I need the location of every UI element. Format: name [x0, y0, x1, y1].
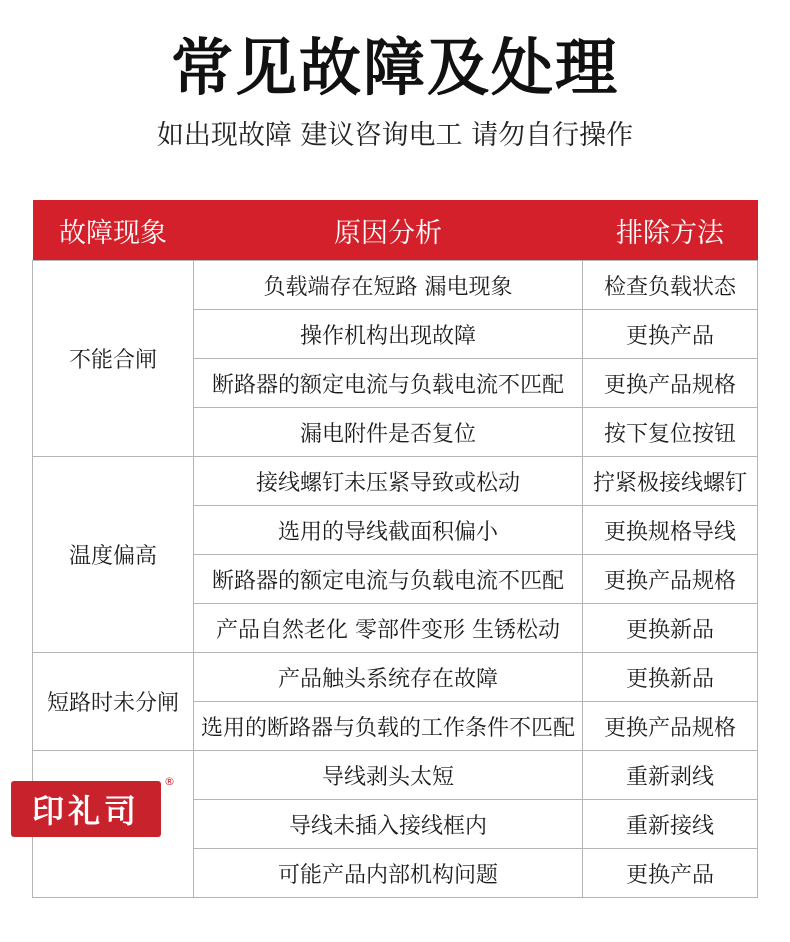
- table-row: [33, 751, 758, 800]
- fix-cell: 更换产品规格: [583, 702, 758, 751]
- registered-mark: ®: [164, 775, 175, 788]
- cause-cell: 导线未插入接线框内: [194, 800, 583, 849]
- symptom-cell: 不能合闸: [33, 261, 194, 457]
- cause-cell: 产品触头系统存在故障: [194, 653, 583, 702]
- symptom-cell: [33, 751, 194, 898]
- cause-cell: 产品自然老化 零部件变形 生锈松动: [194, 604, 583, 653]
- brand-seal-text: 印礼司: [31, 792, 140, 830]
- cause-cell: 接线螺钉未压紧导致或松动: [194, 457, 583, 506]
- fix-cell: 更换产品规格: [583, 555, 758, 604]
- fix-cell: 按下复位按钮: [583, 408, 758, 457]
- page-subtitle: 如出现故障 建议咨询电工 请勿自行操作: [156, 120, 634, 151]
- cause-cell: 漏电附件是否复位: [194, 408, 583, 457]
- cause-cell: 断路器的额定电流与负载电流不匹配: [194, 359, 583, 408]
- table-row: [33, 653, 758, 702]
- symptom-cell: 短路时未分闸: [33, 653, 194, 751]
- fix-cell: 拧紧极接线螺钉: [583, 457, 758, 506]
- brand-seal-logo: [11, 775, 175, 837]
- fix-cell: 更换新品: [583, 653, 758, 702]
- table-row: [33, 457, 758, 506]
- cause-cell: 负载端存在短路 漏电现象: [194, 261, 583, 310]
- cause-cell: 断路器的额定电流与负载电流不匹配: [194, 555, 583, 604]
- symptom-cell: 温度偏高: [33, 457, 194, 653]
- fix-cell: 更换产品: [583, 310, 758, 359]
- page-title: 常见故障及处理: [170, 31, 619, 104]
- fix-cell: 更换产品: [583, 849, 758, 898]
- cause-cell: 操作机构出现故障: [194, 310, 583, 359]
- fix-cell: 重新接线: [583, 800, 758, 849]
- fix-cell: 更换规格导线: [583, 506, 758, 555]
- header-cause: 原因分析: [194, 200, 583, 261]
- cause-cell: 导线剥头太短: [194, 751, 583, 800]
- fix-cell: 更换新品: [583, 604, 758, 653]
- header-fix: 排除方法: [583, 200, 758, 261]
- cause-cell: 选用的断路器与负载的工作条件不匹配: [194, 702, 583, 751]
- table-header-row: [33, 200, 758, 261]
- table-row: [33, 261, 758, 310]
- cause-cell: 选用的导线截面积偏小: [194, 506, 583, 555]
- fix-cell: 检查负载状态: [583, 261, 758, 310]
- cause-cell: 可能产品内部机构问题: [194, 849, 583, 898]
- header-symptom: 故障现象: [33, 200, 194, 261]
- fix-cell: 重新剥线: [583, 751, 758, 800]
- fault-table: [32, 200, 758, 898]
- fix-cell: 更换产品规格: [583, 359, 758, 408]
